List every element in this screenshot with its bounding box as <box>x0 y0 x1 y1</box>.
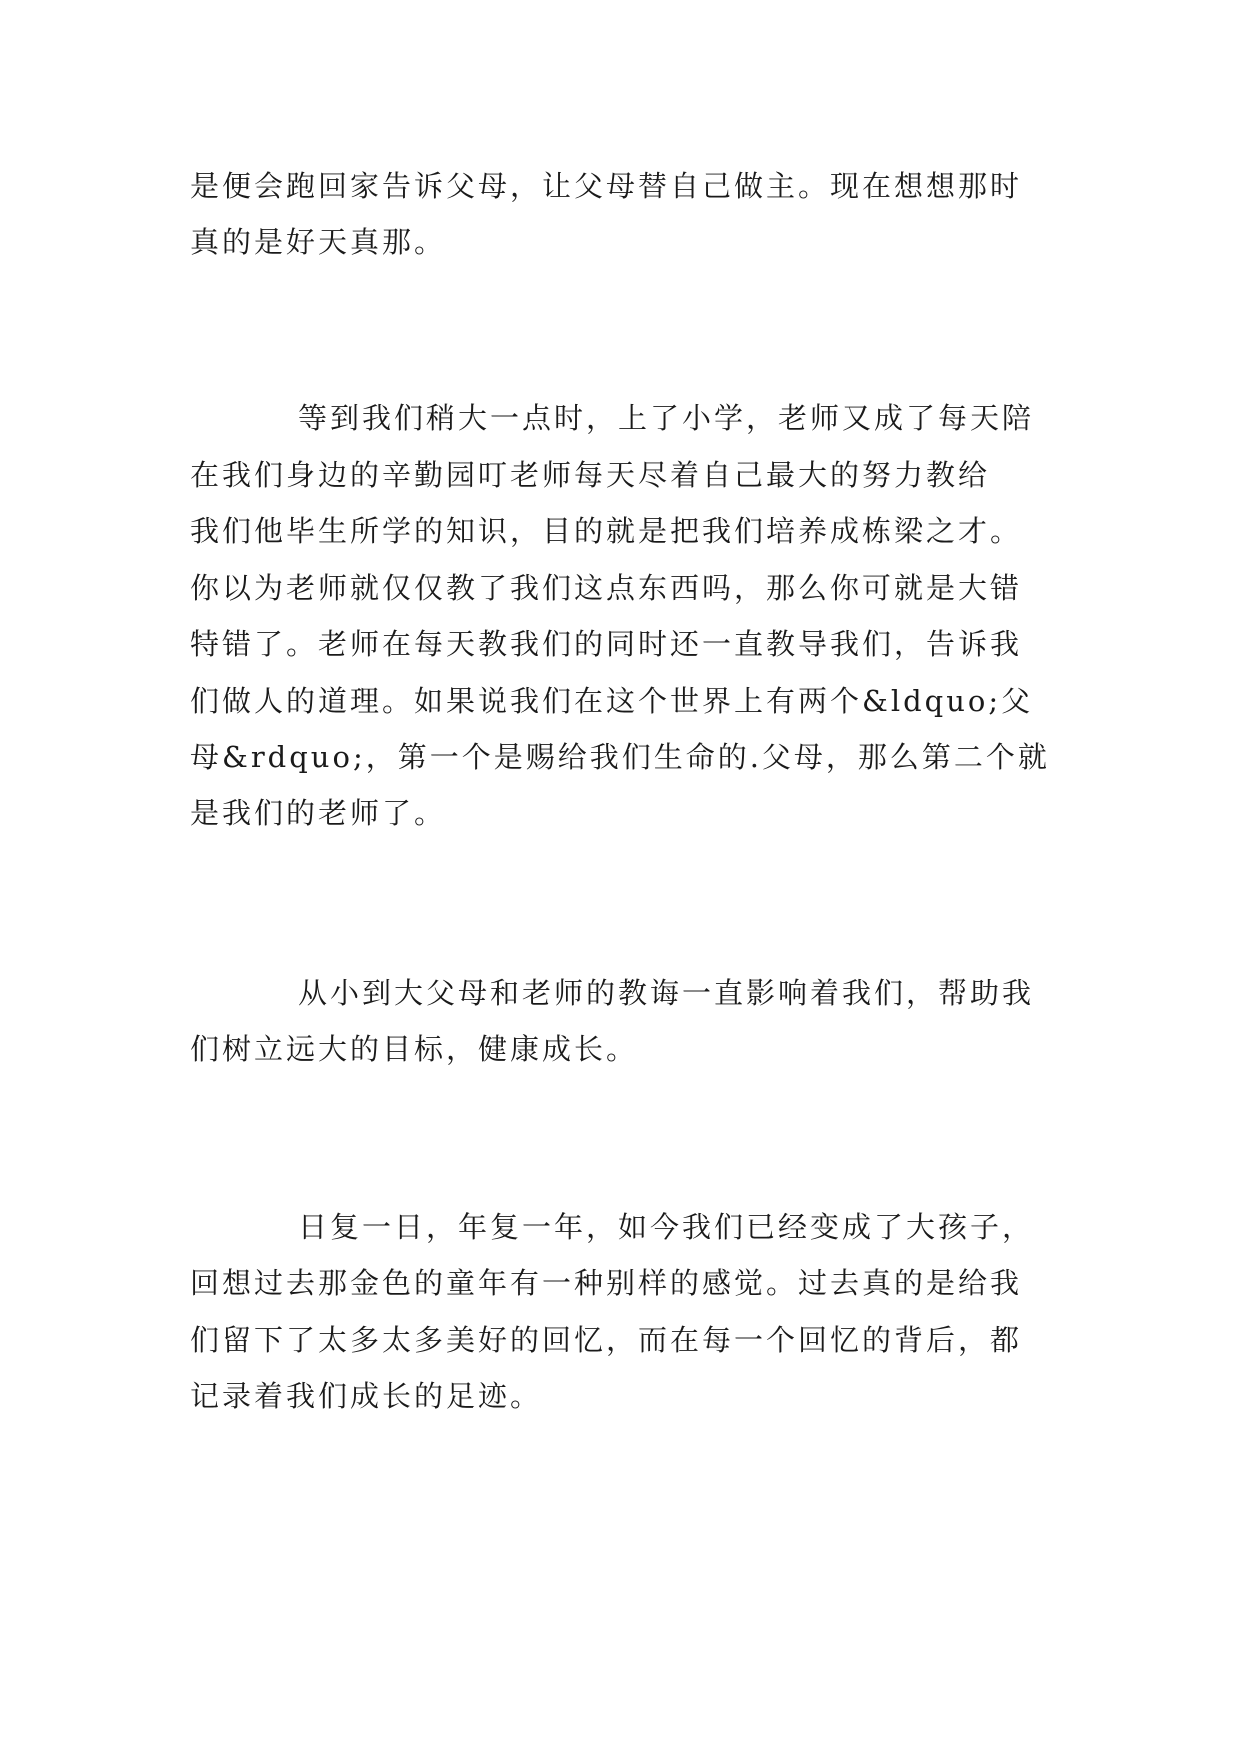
paragraph-2-line-5: 特错了。老师在每天教我们的同时还一直教导我们，告诉我 <box>190 627 1023 661</box>
paragraph-4-line-1: 日复一日，年复一年，如今我们已经变成了大孩子， <box>298 1210 1035 1244</box>
paragraph-2-line-6: 们做人的道理。如果说我们在这个世界上有两个&ldquo;父 <box>190 684 1034 718</box>
paragraph-2-line-1: 等到我们稍大一点时，上了小学，老师又成了每天陪 <box>298 401 1035 435</box>
paragraph-2-line-3: 我们他毕生所学的知识，目的就是把我们培养成栋梁之才。 <box>190 514 1023 548</box>
paragraph-3-line-1: 从小到大父母和老师的教诲一直影响着我们，帮助我 <box>298 976 1035 1010</box>
paragraph-4-line-3: 们留下了太多太多美好的回忆，而在每一个回忆的背后，都 <box>190 1323 1023 1357</box>
paragraph-2-line-4: 你以为老师就仅仅教了我们这点东西吗，那么你可就是大错 <box>190 571 1023 605</box>
paragraph-4-line-2: 回想过去那金色的童年有一种别样的感觉。过去真的是给我 <box>190 1266 1023 1300</box>
paragraph-1-line-2: 真的是好天真那。 <box>190 225 447 259</box>
paragraph-3-line-2: 们树立远大的目标，健康成长。 <box>190 1032 639 1066</box>
paragraph-2-line-2: 在我们身边的辛勤园叮老师每天尽着自己最大的努力教给 <box>190 458 991 492</box>
paragraph-4-line-4: 记录着我们成长的足迹。 <box>190 1379 543 1413</box>
paragraph-1-line-1: 是便会跑回家告诉父母，让父母替自己做主。现在想想那时 <box>190 169 1023 203</box>
paragraph-2-line-8: 是我们的老师了。 <box>190 796 447 830</box>
paragraph-2-line-7: 母&rdquo;，第一个是赐给我们生命的.父母，那么第二个就 <box>190 740 1050 774</box>
